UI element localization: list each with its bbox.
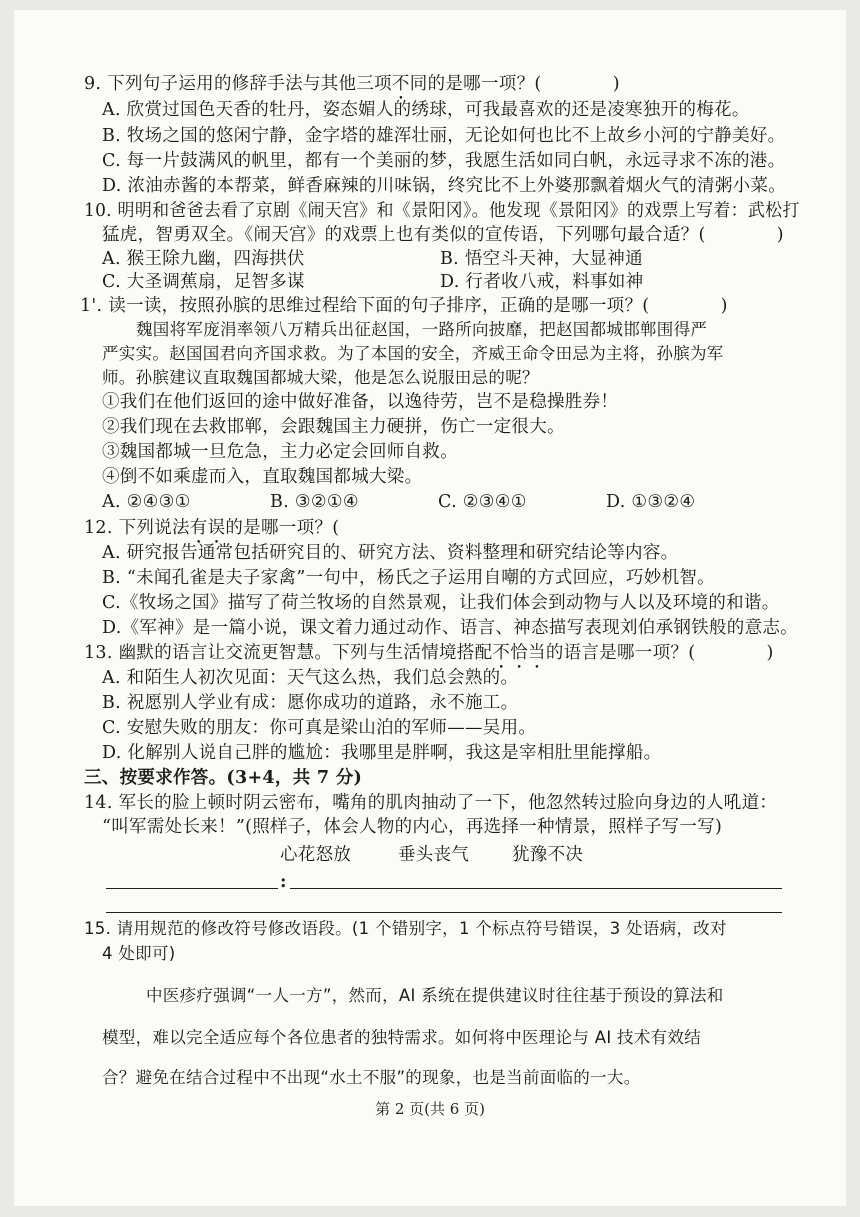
q14-scene-3: 犹豫不决 [512,845,584,865]
q11-sentence-3: ③魏国都城一旦危急，主力必定会回师自救。 [102,442,458,462]
q15-passage-line1: 中医疹疗强调“一人一方”，然而，AI 系统在提供建议时往往基于预设的算法和 [146,986,724,1005]
page-number: 第 2 页(共 6 页) [375,1100,485,1118]
q9-option-b: B. 牧场之国的悠闲宁静，金字塔的雄浑壮丽，无论如何也比不上故乡小河的宁静美好。 [102,126,786,146]
q11-passage-line3: 师。孙膑建议直取魏国都城大梁，他是怎么说服田忌的呢？ [102,368,539,387]
q13-option-b: B. 祝愿别人学业有成：愿你成功的道路，永不施工。 [102,693,519,713]
section-3-heading: 三、按要求作答。(3+4，共 7 分) [84,768,363,788]
q12-option-c: C.《牧场之国》描写了荷兰牧场的自然景观，让我们体会到动物与人以及环境的和谐。 [102,593,780,613]
q10-stem-line2: 猛虎，智勇双全。《闹天宫》的戏票上也有类似的宣传语，下列哪句最合适？( ) [102,225,784,245]
q11-option-a: A. ②④③① [102,492,191,512]
q14-stem-line1: 14. 军长的脸上顿时阴云密布，嘴角的肌肉抽动了一下，他忽然转过脸向身边的人吼道： [84,793,778,813]
q14-scene-1: 心花怒放 [280,845,352,865]
q14-answer-blank-line2[interactable] [106,912,782,913]
q9-option-a: A. 欣赏过国色天香的牡丹，姿态媚人的绣球，可我最喜欢的还是凌寒独开的梅花。 [102,100,750,120]
q11-option-b: B. ③②①④ [270,492,359,512]
q11-sentence-4: ④倒不如乘虚而入，直取魏国都城大梁。 [102,467,423,487]
q10-option-c: C. 大圣调蕉扇，足智多谋 [102,272,305,292]
q13-option-c: C. 安慰失败的朋友：你可真是梁山泊的军师——吴用。 [102,718,537,738]
q11-stem: 1'. 读一读，按照孙膑的思维过程给下面的句子排序，正确的是哪一项？( ) [80,296,728,316]
q12-option-b: B. “未闻孔雀是夫子家禽”一句中，杨氏之子运用自嘲的方式回应，巧妙机智。 [102,568,715,588]
q15-passage-line3: 合？避免在结合过程中不出现“水土不服”的现象，也是当前面临的一大。 [102,1068,641,1087]
q13-option-d: D. 化解别人说自己胖的尴尬：我哪里是胖啊，我这是宰相肚里能撑船。 [102,743,662,763]
q10-option-b: B. 悟空斗天神，大显神通 [440,249,643,269]
q11-passage-line1: 魏国将军庞涓率领八万精兵出征赵国，一路所向披靡，把赵国都城邯郸围得严 [136,320,708,339]
q14-scene-2: 垂头丧气 [398,845,470,865]
q10-option-a: A. 猴王除九幽，四海拱伏 [102,249,305,269]
q10-option-d: D. 行者收八戒，料事如神 [440,272,644,292]
q13-stem: 13. 幽默的语言让交流更智慧。下列与生活情境搭配不恰当的语言是哪一项？( ) [84,643,774,663]
q14-answer-blank-line1[interactable] [290,888,782,889]
q11-option-c: C. ②③④① [438,492,527,512]
q9-option-d: D. 浓油赤酱的本帮菜，鲜香麻辣的川味锅，终究比不上外婆那飘着烟火气的清粥小菜。 [102,176,787,196]
q13-option-a: A. 和陌生人初次见面：天气这么热，我们总会熟的。 [102,668,519,688]
q14-answer-colon: : [280,872,287,892]
q11-option-d: D. ①③②④ [606,492,696,512]
q15-stem-line1: 15. 请用规范的修改符号修改语段。(1 个错别字，1 个标点符号错误，3 处语病，改对 [84,919,727,938]
q11-sentence-1: ①我们在他们返回的途中做好准备，以逸待劳，岂不是稳操胜券！ [102,392,619,412]
q12-option-d: D.《军神》是一篇小说，课文着力通过动作、语言、神态描写表现刘伯承钢铁般的意志。 [102,618,798,638]
q15-passage-line2: 模型，难以完全适应每个各位患者的独特需求。如何将中医理论与 AI 技术有效结 [102,1028,702,1047]
q15-stem-line2: 4 处即可) [102,944,176,963]
q9-option-c: C. 每一片鼓满风的帆里，都有一个美丽的梦，我愿生活如同白帆，永远寻求不冻的港。 [102,151,786,171]
q14-stem-line2: “叫军需处长来！”(照样子，体会人物的内心，再选择一种情景，照样子写一写) [102,817,723,837]
q11-passage-line2: 严实实。赵国国君向齐国求救。为了本国的安全，齐威王命令田忌为主将，孙膑为军 [102,344,724,363]
q12-option-a: A. 研究报告通常包括研究目的、研究方法、资料整理和研究结论等内容。 [102,543,679,563]
q12-stem: 12. 下列说法有误的是哪一项？( [84,518,340,538]
q11-sentence-2: ②我们现在去救邯郸，会跟魏国主力硬拼，伤亡一定很大。 [102,417,565,437]
q9-stem: 9. 下列句子运用的修辞手法与其他三项不同的是哪一项？( ) [84,74,620,94]
q14-answer-blank-scene[interactable] [106,888,278,889]
q10-stem-line1: 10. 明明和爸爸去看了京剧《闹天宫》和《景阳冈》。他发现《景阳冈》的戏票上写着：武松打 [84,201,800,221]
